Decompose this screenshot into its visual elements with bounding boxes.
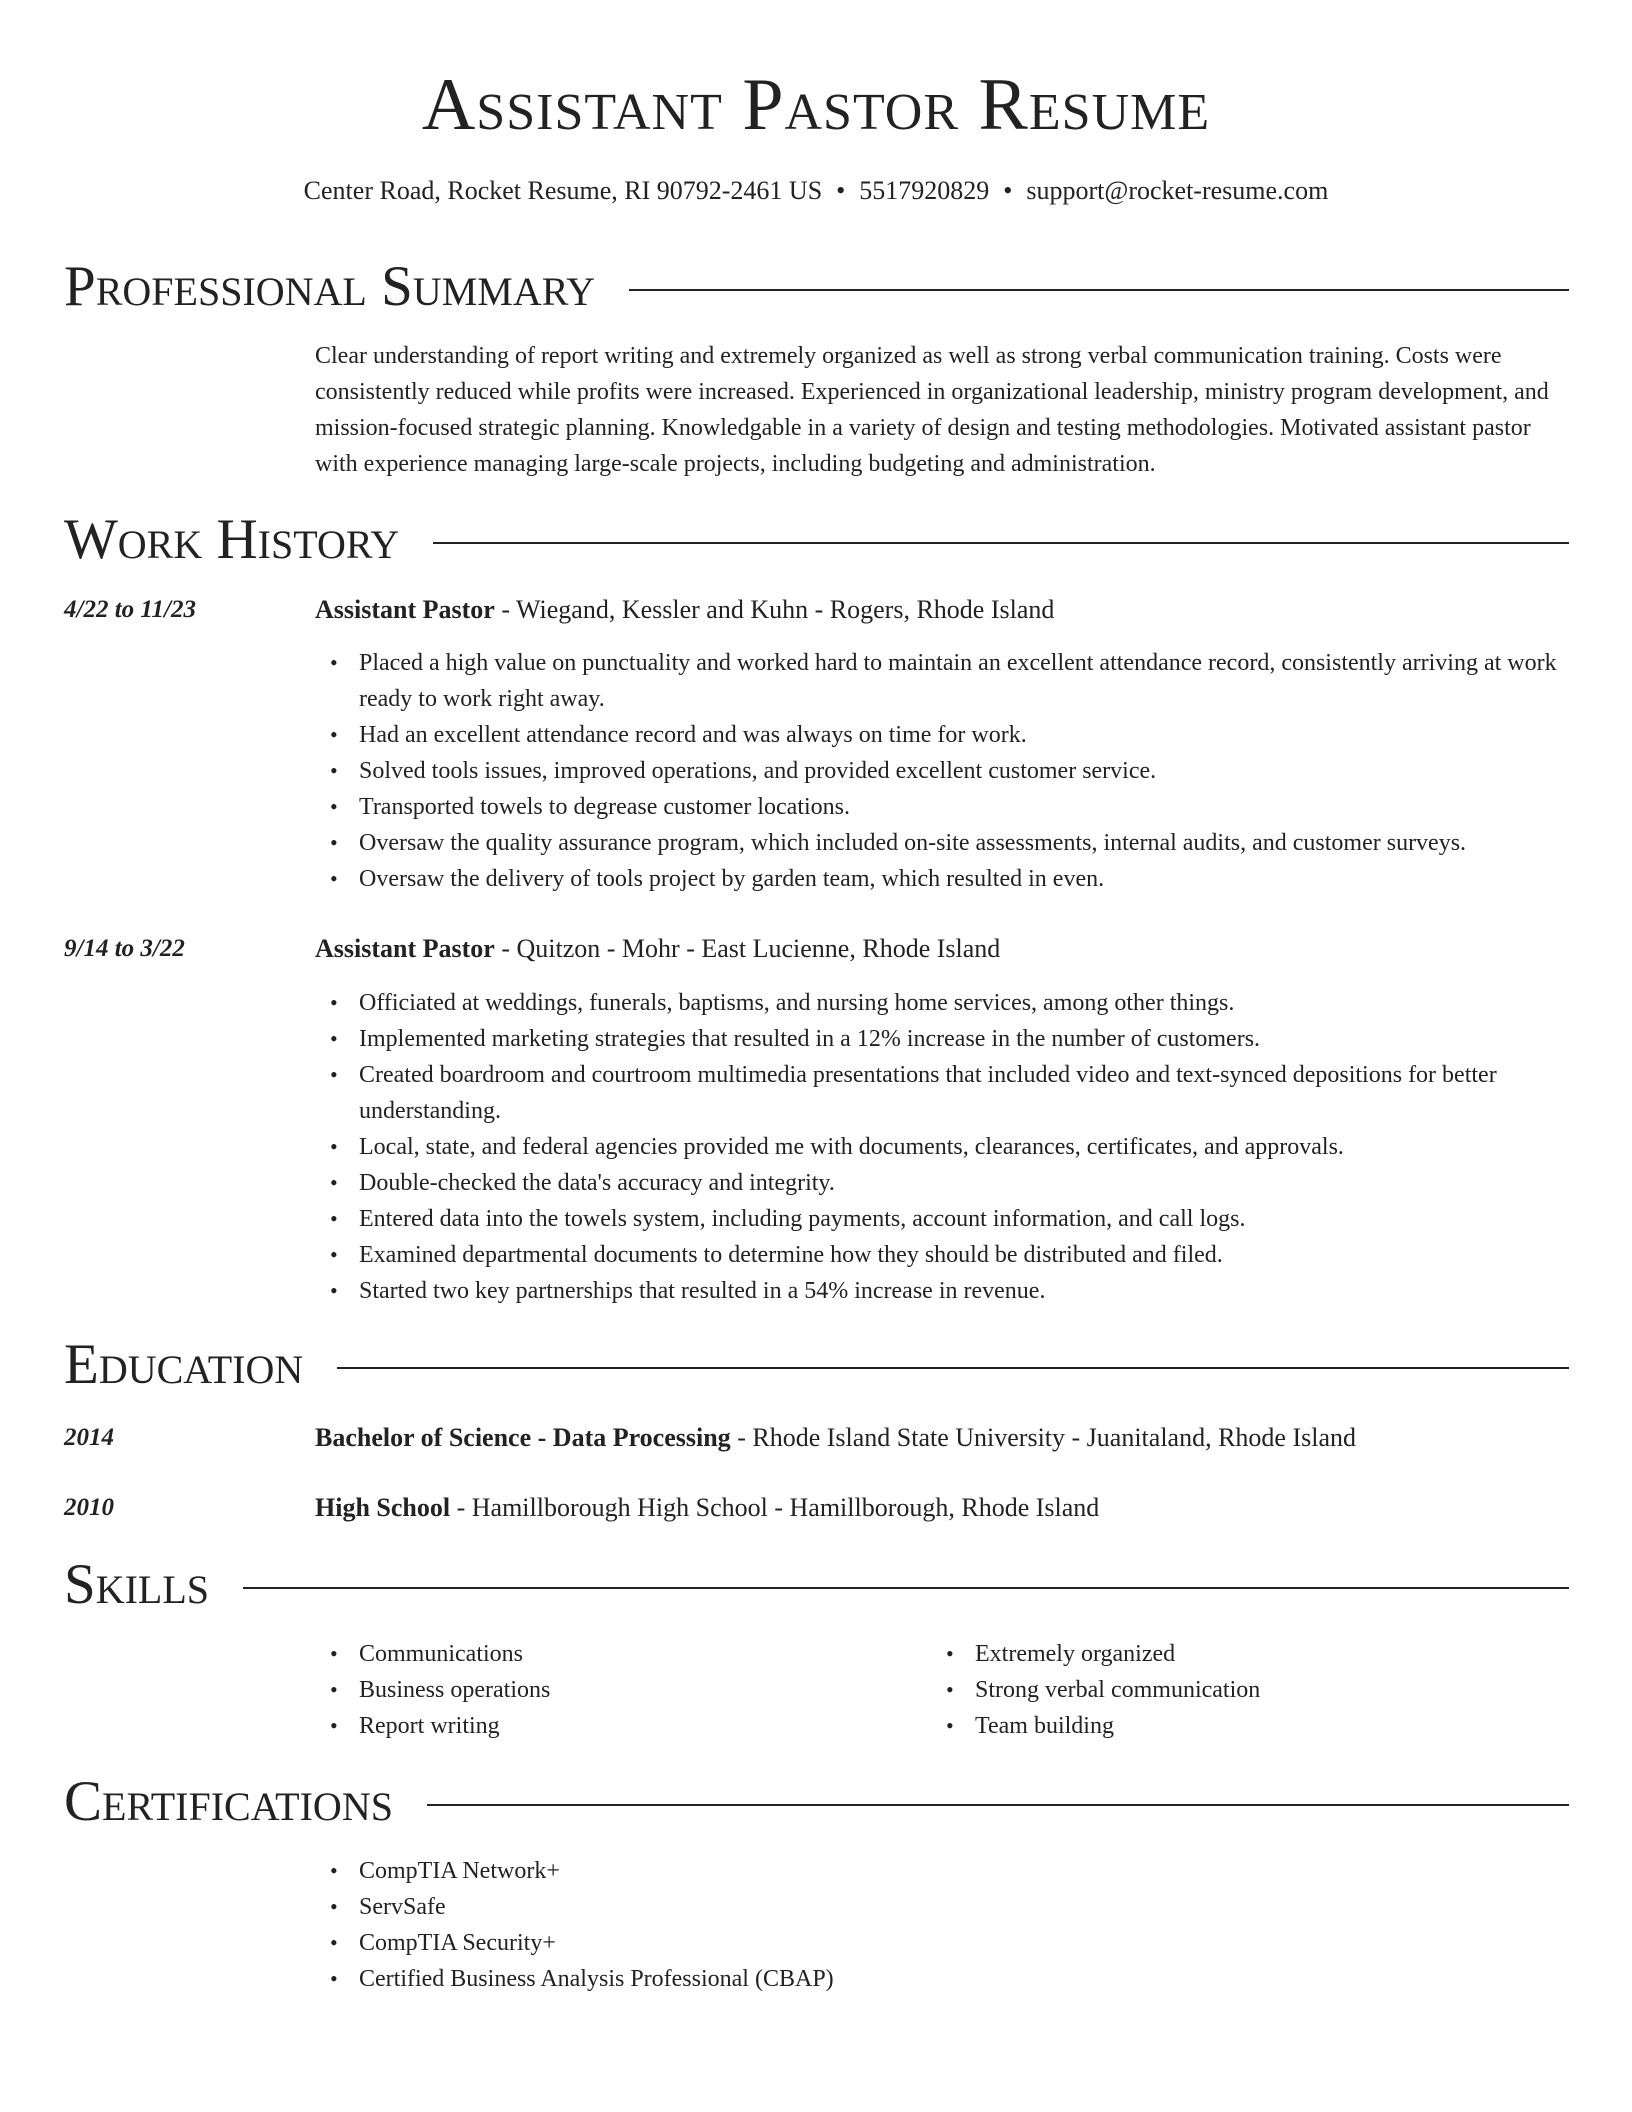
certification-item: • Certified Business Analysis Professional (CBAP) (359, 1961, 1609, 1997)
certification-item: • ServSafe (359, 1889, 1609, 1925)
job-dates: 4/22 to 11/23 (64, 596, 196, 623)
education-year: 2010 (64, 1494, 114, 1521)
section-title-skills: Skills (64, 1553, 210, 1616)
section-header-education (64, 1333, 1569, 1397)
contact-separator: • (836, 176, 846, 205)
list-item: • Local, state, and federal agencies provided me with documents, clearances, certificates, and approvals. (359, 1129, 1609, 1165)
certifications-list (315, 1853, 1609, 1997)
skill-item: • Communications (359, 1636, 1609, 1672)
list-item: • Implemented marketing strategies that resulted in a 12% increase in the number of customers. (359, 1021, 1609, 1057)
job-dates: 9/14 to 3/22 (64, 935, 185, 962)
summary-text: Clear understanding of report writing and extremely organized as well as strong verbal communication training. Costs were consistently reduced while profits were increased. Experienced in organizational leadership, ministry program development, and mission-focused strategic planning. Knowledgable in a variety of design and testing methodologies. Motivated assistant pastor with experience managing large-scale projects, including budgeting and administration. (315, 343, 1549, 477)
skill-item: • Business operations (359, 1672, 1609, 1708)
skill-item: • Team building (975, 1708, 1632, 1744)
section-title-work: Work History (64, 508, 400, 571)
phone: 5517920829 (859, 176, 990, 205)
job-details: - Wiegand, Kessler and Kuhn - Rogers, Rhode Island (494, 595, 1055, 624)
address: Center Road, Rocket Resume, RI 90792-2461 US (303, 176, 823, 205)
certification-item: • CompTIA Security+ (359, 1925, 1609, 1961)
education-year: 2014 (64, 1424, 114, 1451)
section-divider (243, 1587, 1569, 1589)
job-title: Assistant Pastor (315, 934, 495, 963)
education-details: - Rhode Island State University - Juanitaland, Rhode Island (730, 1423, 1357, 1452)
resume-title: Assistant Pastor Resume (421, 64, 1211, 146)
job-bullets (315, 645, 1609, 897)
section-header-skills (64, 1553, 1569, 1617)
list-item: • Had an excellent attendance record and was always on time for work. (359, 717, 1609, 753)
list-item: • Officiated at weddings, funerals, baptisms, and nursing home services, among other things. (359, 985, 1609, 1021)
section-header-work (64, 508, 1569, 572)
skills-list-right (931, 1636, 1632, 1744)
contact-line (0, 174, 1632, 208)
education-degree: High School (315, 1493, 451, 1522)
education-heading (315, 1421, 1356, 1455)
list-item: • Double-checked the data's accuracy and integrity. (359, 1165, 1609, 1201)
email: support@rocket-resume.com (1026, 176, 1329, 205)
section-divider (433, 542, 1569, 544)
skill-item: • Extremely organized (975, 1636, 1632, 1672)
section-header-summary (64, 255, 1569, 319)
section-header-certifications (64, 1770, 1569, 1834)
job-heading (315, 932, 1000, 966)
job-bullets (315, 985, 1609, 1309)
list-item: • Solved tools issues, improved operations, and provided excellent customer service. (359, 753, 1609, 789)
education-details: - Hamillborough High School - Hamillborough, Rhode Island (450, 1493, 1100, 1522)
education-degree: Bachelor of Science - Data Processing (315, 1423, 731, 1452)
certification-item: • CompTIA Network+ (359, 1853, 1609, 1889)
section-title-summary: Professional Summary (64, 255, 596, 318)
list-item: • Started two key partnerships that resulted in a 54% increase in revenue. (359, 1273, 1609, 1309)
section-title-education: Education (64, 1333, 304, 1396)
list-item: • Transported towels to degrease customer locations. (359, 789, 1609, 825)
section-title-certifications: Certifications (64, 1770, 393, 1833)
job-title: Assistant Pastor (315, 595, 495, 624)
skill-item: • Report writing (359, 1708, 1609, 1744)
education-heading (315, 1491, 1099, 1525)
list-item: • Placed a high value on punctuality and worked hard to maintain an excellent attendance record, consistently arriving at work ready to work right away. (359, 645, 1609, 717)
job-heading (315, 593, 1054, 627)
section-divider (427, 1804, 1569, 1806)
section-divider (629, 289, 1569, 291)
skill-item: • Strong verbal communication (975, 1672, 1632, 1708)
list-item: • Examined departmental documents to determine how they should be distributed and filed. (359, 1237, 1609, 1273)
list-item: • Created boardroom and courtroom multimedia presentations that included video and text-synced depositions for better understanding. (359, 1057, 1609, 1129)
section-divider (337, 1367, 1569, 1369)
contact-separator: • (1003, 176, 1013, 205)
list-item: • Oversaw the delivery of tools project by garden team, which resulted in even. (359, 861, 1609, 897)
job-details: - Quitzon - Mohr - East Lucienne, Rhode Island (494, 934, 1001, 963)
list-item: • Entered data into the towels system, including payments, account information, and call logs. (359, 1201, 1609, 1237)
list-item: • Oversaw the quality assurance program, which included on-site assessments, internal audits, and customer surveys. (359, 825, 1609, 861)
